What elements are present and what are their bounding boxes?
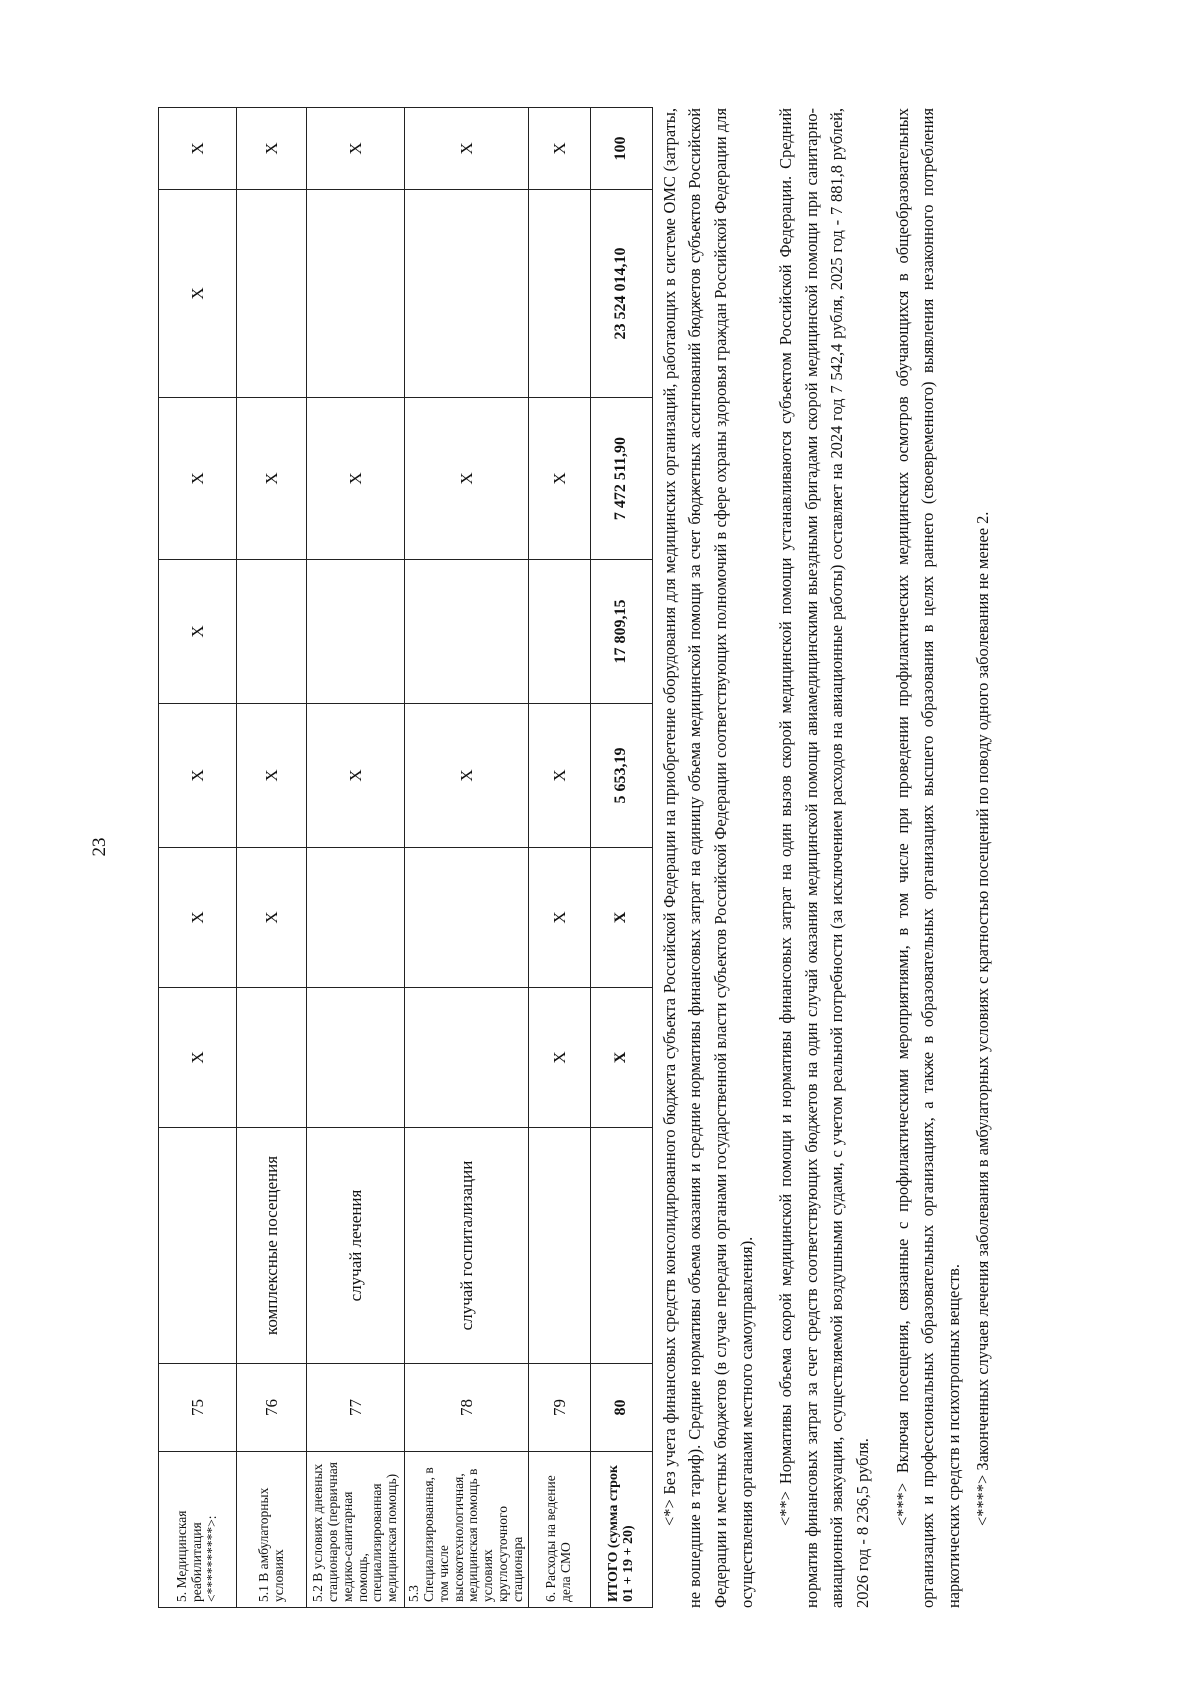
row-value — [307, 988, 405, 1128]
row-value: X — [159, 398, 237, 560]
normatives-table — [158, 107, 653, 1608]
footnotes — [657, 108, 996, 1608]
row-label: 5. Медицинская реабилитация <**********>: — [159, 1452, 237, 1608]
row-label: 5.3 Специализированная, в том числе высокотехнологичная, медицинская помощь в условиях круглосуточного стационара — [405, 1452, 529, 1608]
row-unit: комплексные посещения — [237, 1128, 307, 1364]
row-value: 100 — [590, 108, 652, 190]
row-value: X — [237, 848, 307, 988]
table-row — [590, 108, 652, 1608]
row-value — [237, 190, 307, 398]
rotated-page-content — [158, 48, 1058, 1608]
row-value: X — [237, 108, 307, 190]
table-row — [307, 108, 405, 1608]
row-value — [528, 190, 590, 398]
row-label: 5.2 В условиях дневных стационаров (первичная медико-санитарная помощь, специализированная медицинская помощь) — [307, 1452, 405, 1608]
row-unit — [159, 1128, 237, 1364]
row-value: 7 472 511,90 — [590, 398, 652, 560]
row-value — [528, 560, 590, 704]
row-code: 80 — [590, 1364, 652, 1452]
row-value: X — [590, 988, 652, 1128]
row-value: X — [307, 398, 405, 560]
row-unit — [528, 1128, 590, 1364]
table-row — [405, 108, 529, 1608]
row-value: X — [237, 704, 307, 848]
table-row — [528, 108, 590, 1608]
row-value — [307, 190, 405, 398]
row-unit: случай лечения — [307, 1128, 405, 1364]
row-value: 17 809,15 — [590, 560, 652, 704]
row-value: X — [307, 704, 405, 848]
row-value: 5 653,19 — [590, 704, 652, 848]
row-value: X — [159, 988, 237, 1128]
footnote-1: <*> Без учета финансовых средств консолидированного бюджета субъекта Российской Федерации на приобретение оборудования для медицинских организаций, работающих в системе ОМС (затраты, не вошедшие в тариф). Средние нормативы объема оказания и средние нормативы финансовых затрат на единицу объема медицинской помощи за счет бюджетных ассигнований бюджетов субъектов Российской Федерации и местных бюджетов (в случае передачи органами государственной власти субъектов Российской Федерации соответствующих полномочий в сфере охраны здоровья граждан Российской Федерации для осуществления органами местного самоуправления). — [659, 108, 756, 1608]
row-value: X — [405, 398, 529, 560]
row-value: X — [405, 704, 529, 848]
row-label: ИТОГО (сумма строк 01 + 19 + 20) — [590, 1452, 652, 1608]
row-value: X — [528, 108, 590, 190]
row-value — [237, 560, 307, 704]
table-row — [159, 108, 237, 1608]
row-value: X — [237, 398, 307, 560]
row-value: X — [590, 848, 652, 988]
row-label: 6. Расходы на ведение дела СМО — [528, 1452, 590, 1608]
row-value — [405, 560, 529, 704]
row-label: 5.1 В амбулаторных условиях — [237, 1452, 307, 1608]
row-code: 77 — [307, 1364, 405, 1452]
row-code: 78 — [405, 1364, 529, 1452]
row-value: X — [159, 190, 237, 398]
row-unit: случай госпитализации — [405, 1128, 529, 1364]
row-value: X — [528, 398, 590, 560]
row-value — [405, 190, 529, 398]
row-value: X — [159, 108, 237, 190]
row-value: X — [159, 560, 237, 704]
page-number: 23 — [89, 837, 110, 857]
row-value — [237, 988, 307, 1128]
row-value: X — [159, 848, 237, 988]
row-value — [307, 848, 405, 988]
row-code: 75 — [159, 1364, 237, 1452]
table-row — [237, 108, 307, 1608]
row-value — [307, 560, 405, 704]
row-value: X — [307, 108, 405, 190]
row-unit — [590, 1128, 652, 1364]
row-value — [405, 988, 529, 1128]
row-value: X — [528, 988, 590, 1128]
row-value: X — [159, 704, 237, 848]
row-value: 23 524 014,10 — [590, 190, 652, 398]
row-value: X — [405, 108, 529, 190]
footnote-4: <****> Законченных случаев лечения заболевания в амбулаторных условиях с кратностью посещений по поводу одного заболевания не менее 2. — [973, 511, 993, 1526]
row-code: 76 — [237, 1364, 307, 1452]
footnote-3: <***> Включая посещения, связанные с профилактическими мероприятиями, в том числе при проведении профилактических медицинских осмотров обучающихся в общеобразовательных организациях и профессиональных образовательных организациях, а также в образовательных организациях высшего образования в целях раннего (своевременного) выявления незаконного потребления наркотических средств и психотропных веществ. — [892, 108, 963, 1608]
table-body — [159, 108, 653, 1608]
row-value: X — [528, 848, 590, 988]
row-code: 79 — [528, 1364, 590, 1452]
row-value: X — [528, 704, 590, 848]
footnote-2: <**> Нормативы объема скорой медицинской помощи и нормативы финансовых затрат на один вызов скорой медицинской помощи устанавливаются субъектом Российской Федерации. Средний норматив финансовых затрат за счет средств соответствующих бюджетов на один случай оказания медицинской помощи авиамедицинскими выездными бригадами скорой медицинской помощи при санитарно-авиационной эвакуации, осуществляемой воздушными судами, с учетом реальной потребности (за исключением расходов на авиационные работы) составляет на 2024 год 7 542,4 рубля, 2025 год - 7 881,8 рублей, 2026 год - 8 236,5 рубля. — [776, 108, 872, 1608]
row-value — [405, 848, 529, 988]
